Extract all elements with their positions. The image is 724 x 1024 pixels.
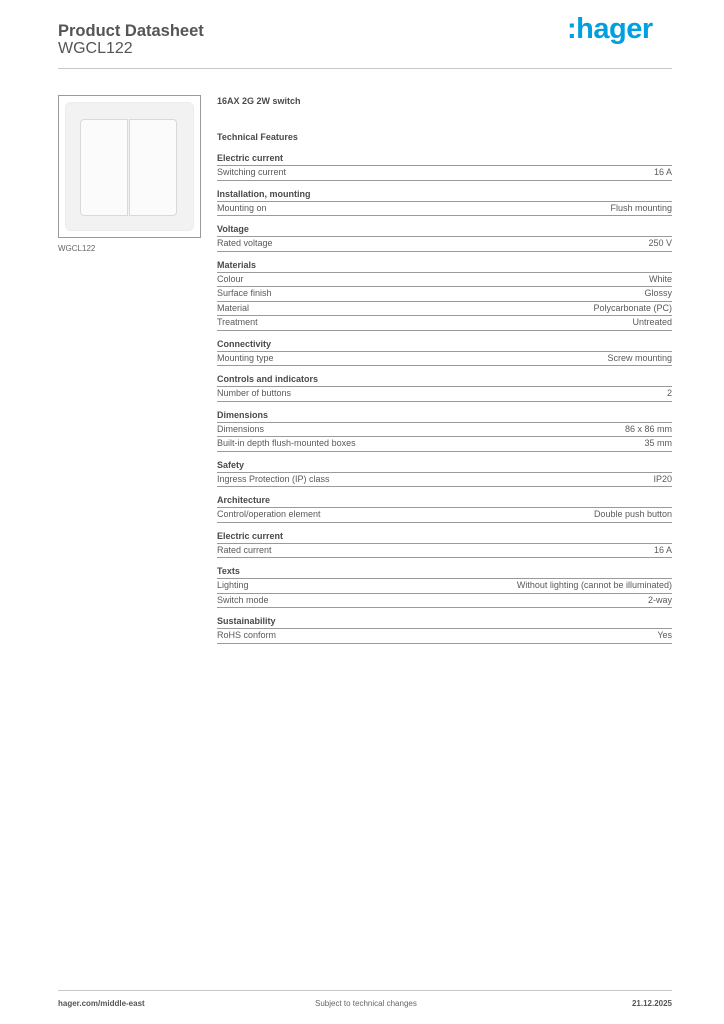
spec-label: Rated current <box>217 544 272 555</box>
spec-section <box>217 531 672 559</box>
spec-value: 2 <box>666 388 672 398</box>
spec-section <box>217 189 672 217</box>
spec-value: Double push button <box>593 509 672 519</box>
spec-row <box>217 287 672 302</box>
spec-value: White <box>648 273 672 284</box>
section-title: Dimensions <box>217 410 672 423</box>
spec-row <box>217 352 672 367</box>
spec-row <box>217 473 672 488</box>
spec-label: Material <box>217 302 250 313</box>
section-title: Safety <box>217 460 672 473</box>
section-title: Texts <box>217 566 672 579</box>
hager-logo <box>567 13 653 46</box>
spec-section <box>217 339 672 367</box>
spec-label: Ingress Protection (IP) class <box>217 473 330 484</box>
spec-row <box>217 508 672 523</box>
spec-value: 16 A <box>653 167 672 177</box>
spec-row <box>217 302 672 317</box>
spec-label: Control/operation element <box>217 509 321 519</box>
spec-section <box>217 410 672 452</box>
spec-value: 35 mm <box>644 438 672 448</box>
spec-value: Flush mounting <box>610 202 672 213</box>
spec-value: 16 A <box>653 544 672 555</box>
footer-divider <box>58 990 672 991</box>
section-title: Materials <box>217 260 672 273</box>
spec-section <box>217 460 672 488</box>
spec-value: Polycarbonate (PC) <box>593 302 672 313</box>
section-title: Controls and indicators <box>217 374 672 387</box>
spec-value: Screw mounting <box>607 352 672 363</box>
spec-label: Dimensions <box>217 423 265 434</box>
spec-row <box>217 387 672 402</box>
spec-row <box>217 629 672 644</box>
image-caption: WGCL122 <box>58 244 96 253</box>
section-title: Installation, mounting <box>217 189 672 202</box>
spec-section <box>217 153 672 181</box>
spec-section <box>217 374 672 402</box>
spec-section <box>217 566 672 608</box>
spec-value: Without lighting (cannot be illuminated) <box>516 580 672 590</box>
spec-section <box>217 224 672 252</box>
spec-row <box>217 544 672 559</box>
spec-label: RoHS conform <box>217 630 277 640</box>
spec-row <box>217 273 672 288</box>
spec-label: Switching current <box>217 167 287 177</box>
spec-sections <box>217 153 672 644</box>
spec-label: Surface finish <box>217 288 272 298</box>
technical-features-heading: Technical Features <box>217 132 298 142</box>
spec-value: 86 x 86 mm <box>624 423 672 434</box>
spec-row <box>217 237 672 252</box>
switch-rocker-left <box>80 119 128 216</box>
logo-text: hager <box>576 13 653 45</box>
section-title: Voltage <box>217 224 672 237</box>
spec-label: Number of buttons <box>217 388 292 398</box>
spec-value: 2-way <box>647 594 672 605</box>
spec-value: Glossy <box>644 288 672 298</box>
switch-plate <box>65 102 194 231</box>
product-description: 16AX 2G 2W switch <box>217 96 301 106</box>
spec-label: Colour <box>217 273 244 284</box>
product-image <box>58 95 201 238</box>
spec-value: Untreated <box>632 317 672 327</box>
spec-section <box>217 616 672 644</box>
spec-value: Yes <box>657 630 672 640</box>
spec-row <box>217 579 672 594</box>
section-title: Electric current <box>217 153 672 166</box>
spec-label: Built-in depth flush-mounted boxes <box>217 438 356 448</box>
spec-section <box>217 495 672 523</box>
spec-label: Rated voltage <box>217 238 273 248</box>
spec-value: IP20 <box>653 473 672 484</box>
footer-notice: Subject to technical changes <box>315 999 417 1008</box>
header-divider <box>58 68 672 69</box>
logo-dots: : <box>567 13 577 45</box>
spec-label: Lighting <box>217 580 249 590</box>
page-title: Product Datasheet <box>58 22 204 40</box>
section-title: Connectivity <box>217 339 672 352</box>
section-title: Sustainability <box>217 616 672 629</box>
spec-row <box>217 166 672 181</box>
datasheet-content <box>217 95 672 652</box>
spec-section <box>217 260 672 331</box>
switch-rocker-right <box>129 119 177 216</box>
spec-row <box>217 423 672 438</box>
spec-row <box>217 202 672 217</box>
spec-label: Mounting type <box>217 352 274 363</box>
spec-row <box>217 594 672 609</box>
section-title: Architecture <box>217 495 672 508</box>
spec-row <box>217 437 672 452</box>
spec-label: Mounting on <box>217 202 267 213</box>
spec-label: Treatment <box>217 317 258 327</box>
footer-website: hager.com/middle-east <box>58 999 145 1008</box>
spec-label: Switch mode <box>217 594 269 605</box>
spec-value: 250 V <box>648 238 672 248</box>
product-model: WGCL122 <box>58 40 133 57</box>
spec-row <box>217 316 672 331</box>
footer-date: 21.12.2025 <box>631 999 672 1008</box>
section-title: Electric current <box>217 531 672 544</box>
